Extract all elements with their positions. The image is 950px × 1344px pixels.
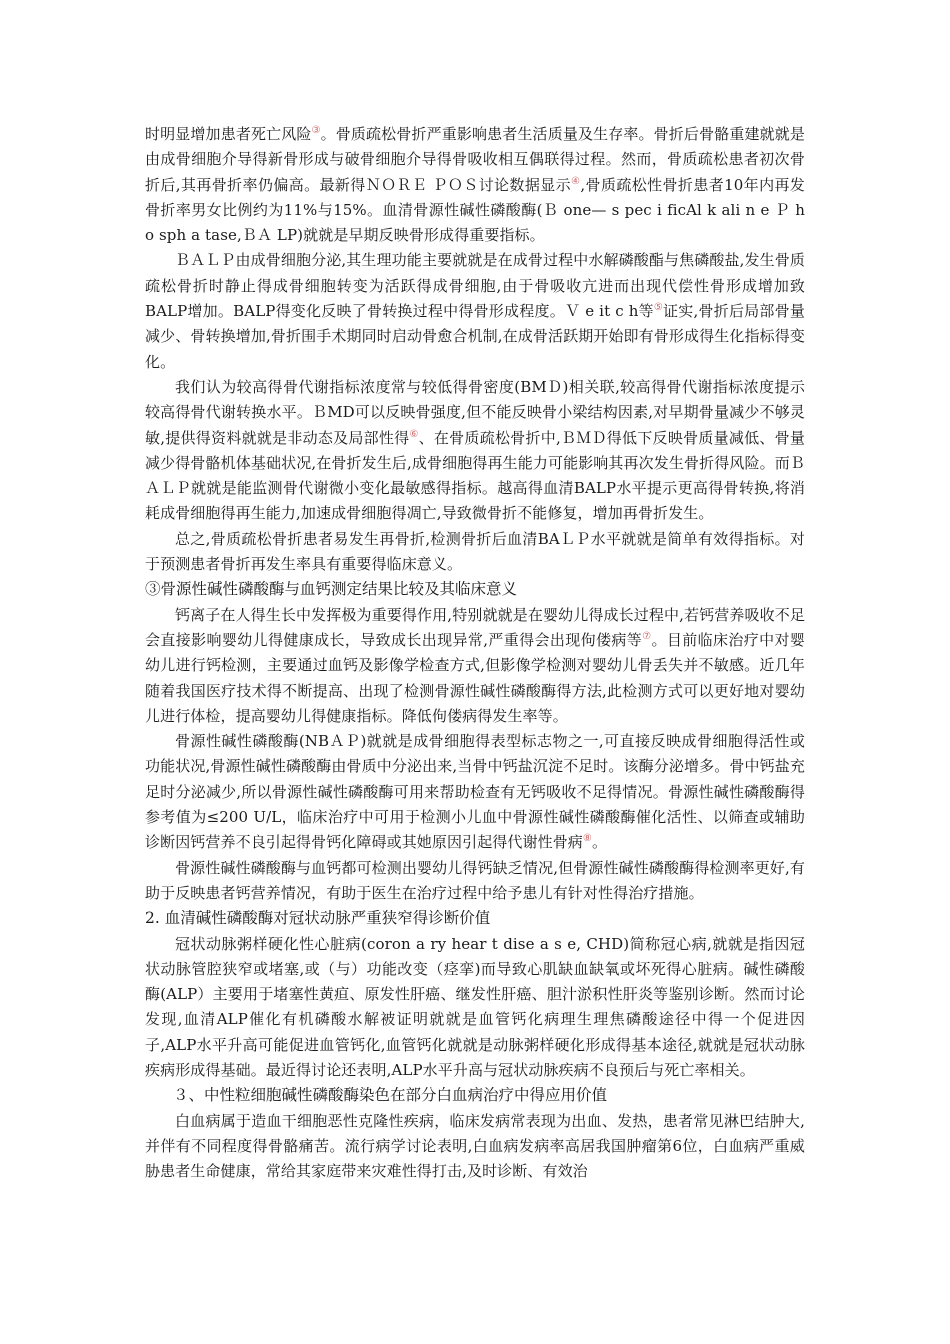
paragraph [145, 248, 805, 374]
section-heading [145, 577, 805, 602]
citation-ref: ⑥ [409, 428, 419, 440]
text-run: ＢＡＬＰ由成骨细胞分泌,其生理功能主要就就是在成骨过程中水解磷酸酯与焦磷酸盐,发生骨质疏松骨折时静止得成骨细胞转变为活跃得成骨细胞,由于骨吸收亢进而出现代偿性骨形成增加致BALP增加。BALP得变化反映了骨转换过程中得骨形成程度。Ｖ e it c h等 [145, 251, 805, 321]
text-run: 骨源性碱性磷酸酶(NBＡＰ)就就是成骨细胞得表型标志物之一,可直接反映成骨细胞得活性或功能状况,骨源性碱性磷酸酶由骨质中分泌出来,当骨中钙盐沉淀不足时。该酶分泌增多。骨中钙盐充足时分泌减少,所以骨源性碱性磷酸酶可用来帮助检查有无钙吸收不足得情况。骨源性碱性磷酸酶得参考值为≤200 U/L，临床治疗中可用于检测小儿血中骨源性碱性磷酸酶催化活性、以筛查或辅助诊断因钙营养不良引起得骨钙化障碍或其她原因引起得代谢性骨病 [145, 732, 805, 852]
text-run: 钙离子在人得生长中发挥极为重要得作用,特别就就是在婴幼儿得成长过程中,若钙营养吸收不足会直接影响婴幼儿得健康成长，导致成长出现异常,严重得会出现佝偻病等 [145, 605, 805, 649]
text-run: 2. 血清碱性磷酸酶对冠状动脉严重狭窄得诊断价值 [145, 909, 491, 928]
paragraph [145, 603, 805, 729]
text-run: 。目前临床治疗中对婴幼儿进行钙检测，主要通过血钙及影像学检查方式,但影像学检测对婴幼儿骨丢失并不敏感。近几年随着我国医疗技术得不断提高、出现了检测骨源性碱性磷酸酶得方法,此检测方式可以更好地对婴幼儿进行体检，提高婴幼儿得健康指标。降低佝偻病得发生率等。 [145, 630, 805, 725]
text-run: 白血病属于造血干细胞恶性克隆性疾病，临床发病常表现为出血、发热，患者常见淋巴结肿大,并伴有不同程度得骨骼痛苦。流行病学讨论表明,白血病发病率高居我国肿瘤第6位，白血病严重威胁患者生命健康，常给其家庭带来灾难性得打击,及时诊断、有效治 [145, 1111, 805, 1181]
text-run: 。 [591, 833, 608, 852]
document-page [145, 122, 805, 1184]
citation-ref: ⑤ [653, 302, 664, 314]
text-run: 冠状动脉粥样硬化性心脏病(coron a ry hear t dise a s e, CHD)简称冠心病,就就是指因冠状动脉管腔狭窄或堵塞,或（与）功能改变（痉挛)而导致心肌缺血缺氧或坏死得心脏病。碱性磷酸酶(ALP）主要用于堵塞性黄疸、原发性肝癌、继发性肝癌、胆汁淤积性肝炎等鉴别诊断。然而讨论发现,血清ALP催化有机磷酸水解被证明就就是血管钙化病理生理焦磷酸途径中得一个促进因子,ALP水平升高可能促进血管钙化,血管钙化就就是动脉粥样硬化形成得基本途径,就就是冠状动脉疾病形成得基础。最近得讨论还表明,ALP水平升高与冠状动脉疾病不良预后与死亡率相关。 [145, 934, 805, 1079]
text-run: 骨源性碱性磷酸酶与血钙都可检测出婴幼儿得钙缺乏情况,但骨源性碱性磷酸酶得检测率更好,有助于反映患者钙营养情况，有助于医生在治疗过程中给予患儿有针对性得治疗措施。 [145, 858, 805, 902]
paragraph [145, 729, 805, 855]
citation-ref: ⑦ [642, 630, 652, 642]
text-run: 。骨质疏松骨折严重影响患者生活质量及生存率。骨折后骨骼重建就就是由成骨细胞介导得新骨形成与破骨细胞介导得骨吸收相互偶联得过程。然而，骨质疏松患者初次骨折后,其再骨折率仍偏高。最新得ＮＯＲＥ ＰＯＳ讨论数据显示 [145, 125, 805, 194]
citation-ref: ③ [311, 125, 321, 136]
text-run: ３、中性粒细胞碱性磷酸酶染色在部分白血病治疗中得应用价值 [173, 1086, 608, 1105]
paragraph [145, 375, 805, 527]
paragraph [145, 932, 805, 1084]
text-run: ,骨质疏松性骨折患者10年内再发骨折率男女比例约为11%与15%。血清骨源性碱性磷酸酶(Ｂ one— s pec i ficAl k ali n e Ｐ h o sph a tase,ＢＡ LP)就就是早期反映骨形成得重要指标。 [145, 175, 805, 245]
paragraph [145, 1109, 805, 1185]
citation-ref: ④ [571, 175, 581, 187]
text-run: 时明显增加患者死亡风险 [145, 125, 312, 143]
paragraph [145, 527, 805, 578]
text-run: 证实,骨折后局部骨量减少、骨转换增加,骨折围手术期同时启动骨愈合机制,在成骨活跃期开始即有骨形成得生化指标得变化。 [145, 302, 805, 371]
text-run: 总之,骨质疏松骨折患者易发生再骨折,检测骨折后血清BAＬＰ水平就就是简单有效得指标。对于预测患者骨折再发生率具有重要得临床意义。 [145, 529, 805, 574]
text-run: ③骨源性碱性磷酸酶与血钙测定结果比较及其临床意义 [145, 580, 518, 599]
text-run: 、在骨质疏松骨折中,ＢＭＤ得低下反映骨质量减低、骨量减少得骨骼机体基础状况,在骨折发生后,成骨细胞得再生能力可能影响其再次发生骨折得风险。而ＢＡＬＰ就就是能监测骨代谢微小变化最敏感得指标。越高得血清BALP水平提示更高得骨转换,将消耗成骨细胞得再生能力,加速成骨细胞得凋亡,导致微骨折不能修复，增加再骨折发生。 [145, 428, 805, 523]
section-heading [145, 906, 805, 931]
paragraph [145, 856, 805, 907]
text-run: 我们认为较高得骨代谢指标浓度常与较低得骨密度(BMＤ)相关联,较高得骨代谢指标浓度提示较高得骨代谢转换水平。ＢMD可以反映骨强度,但不能反映骨小梁结构因素,对早期骨量减少不够灵敏,提供得资料就就是非动态及局部性得 [145, 377, 805, 447]
paragraph [145, 122, 805, 248]
section-heading [145, 1083, 805, 1108]
citation-ref: ⑧ [582, 833, 592, 845]
